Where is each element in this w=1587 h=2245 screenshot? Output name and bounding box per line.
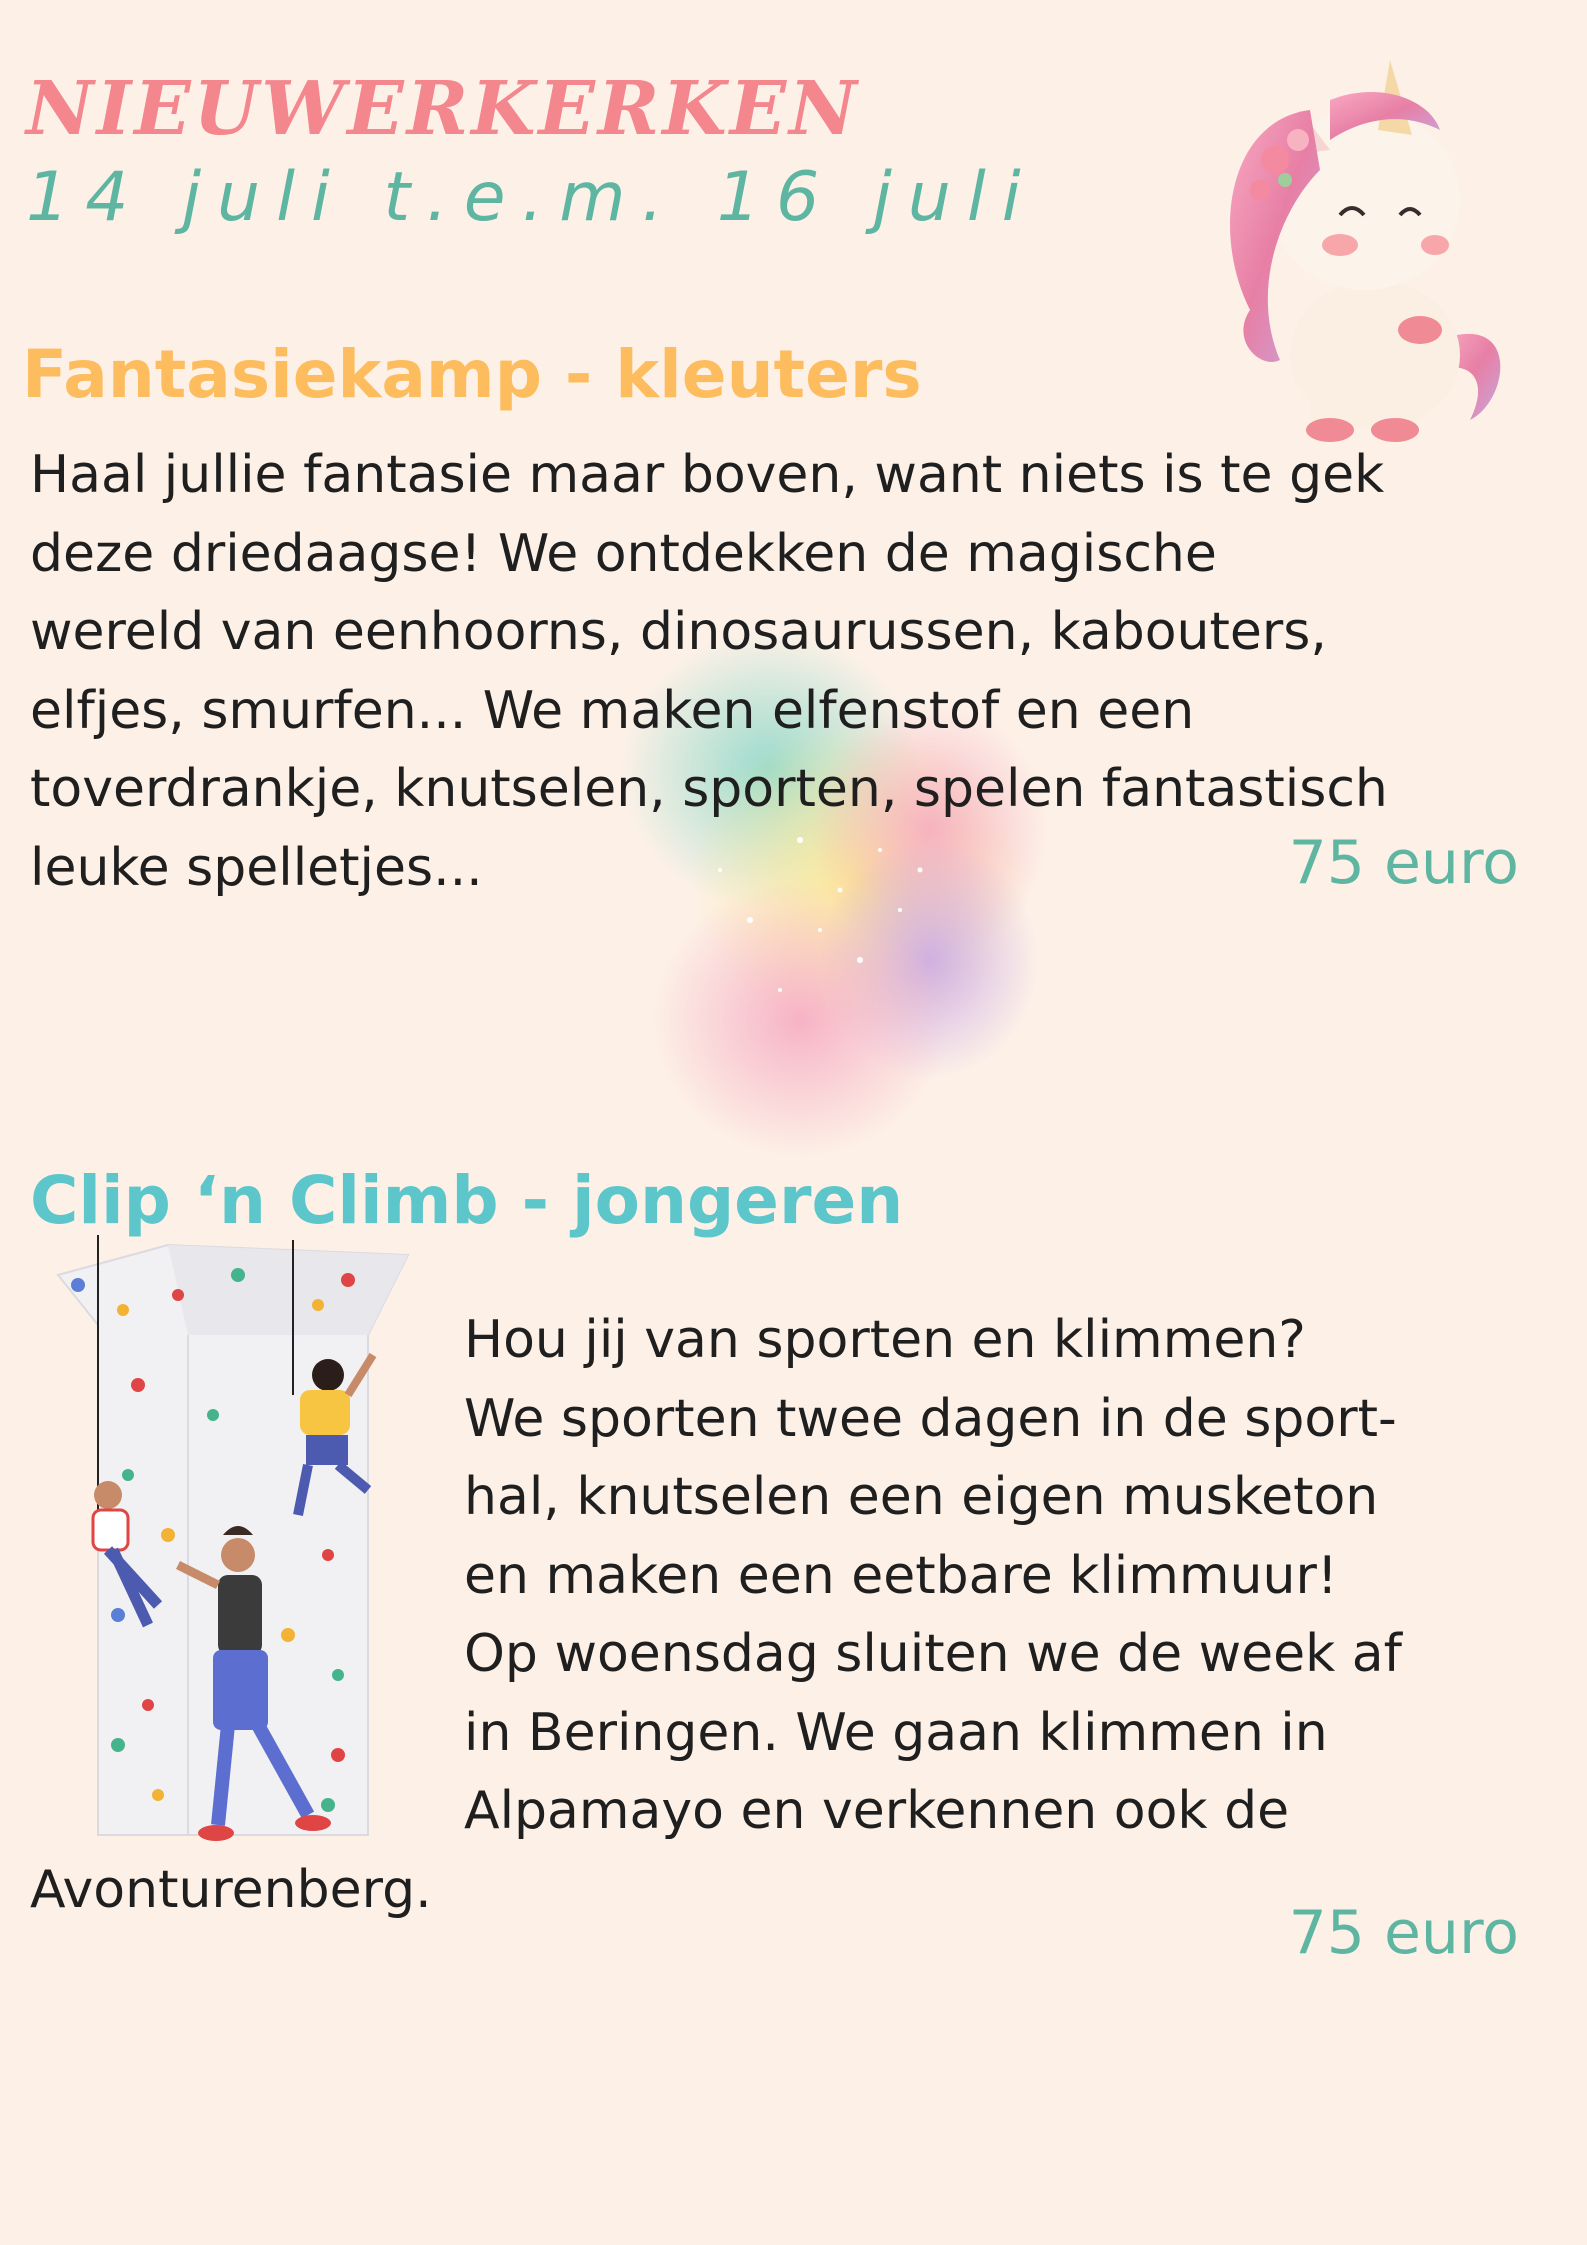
description-line: toverdrankje, knutselen, sporten, spelen fantastisch <box>30 759 1388 819</box>
description-line: en maken een eetbare klimmuur! <box>464 1545 1338 1606</box>
description-line: in Beringen. We gaan klimmen in <box>464 1702 1328 1763</box>
clip-n-climb-price: 75 euro <box>1288 1898 1519 1968</box>
description-line: deze driedaagse! We ontdekken de magische <box>30 523 1217 584</box>
clip-n-climb-title: Clip ‘n Climb - jongeren <box>30 1162 904 1239</box>
description-line: Op woensdag sluiten we de week af <box>464 1624 1402 1684</box>
description-line: We sporten twee dagen in de sport- <box>464 1388 1397 1449</box>
camp-dates: 14 juli t.e.m. 16 juli <box>26 158 1037 237</box>
description-line: wereld van eenhoorns, dinosaurussen, kabouters, <box>30 602 1327 662</box>
town-title: NIEUWERKERKEN <box>26 66 860 152</box>
description-line: elfjes, smurfen... We maken elfenstof en een <box>30 680 1195 741</box>
fantasiekamp-title: Fantasiekamp - kleuters <box>22 336 922 413</box>
description-line: Alpamayo en verkennen ook de <box>464 1781 1290 1841</box>
description-line: Hou jij van sporten en klimmen? <box>464 1310 1306 1370</box>
unicorn-illustration <box>1190 40 1530 450</box>
clip-n-climb-description <box>464 1301 1564 1851</box>
fantasiekamp-price: 75 euro <box>1288 828 1519 898</box>
description-line: Haal jullie fantasie maar boven, want niets is te gek <box>30 445 1385 505</box>
description-line: leuke spelletjes... <box>30 837 483 898</box>
description-line: Avonturenberg. <box>30 1860 432 1920</box>
climbing-wall-illustration <box>38 1235 428 1875</box>
description-line: hal, knutselen een eigen musketon <box>464 1467 1379 1527</box>
